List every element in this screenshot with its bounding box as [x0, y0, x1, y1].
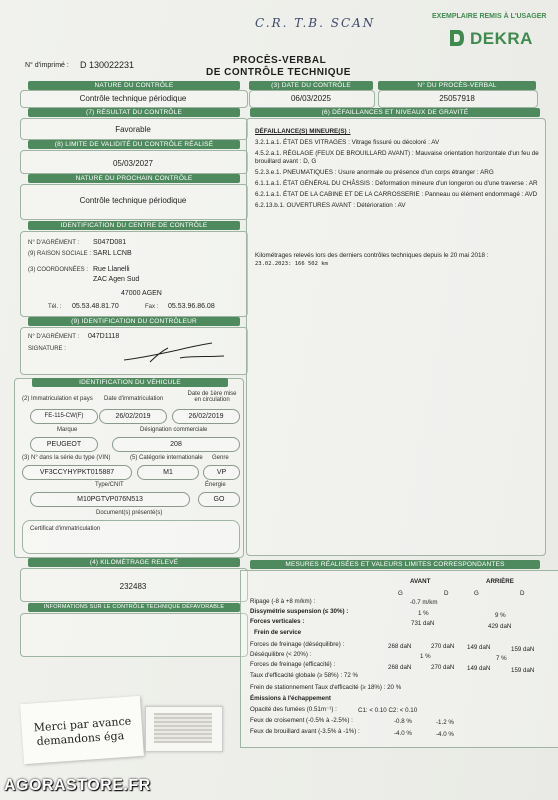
ff-deseq-value: 149 daN: [467, 644, 491, 651]
immat-value: FE-115-CW(F): [30, 409, 98, 424]
defaillance-item: 5.2.3.e.1. PNEUMATIQUES : Usure anormale ou présence d'un corps étranger : ARG: [255, 169, 494, 176]
type-label: Type/CNIT: [95, 482, 124, 488]
cat-label: (5) Catégorie internationale: [130, 455, 203, 461]
centre-fax-value: 05.53.96.86.08: [168, 303, 215, 310]
vehicule-header: IDENTIFICATION DU VÉHICULE: [32, 378, 228, 387]
centre-fax-label: Fax :: [145, 304, 159, 310]
info-defavorable-header: INFORMATIONS SUR LE CONTRÔLE TECHNIQUE DÉFAVORABLE: [28, 603, 240, 612]
arriere-g: G: [474, 590, 479, 597]
croisement-value: -1.2 %: [436, 719, 454, 726]
date-header: (3) DATE DU CONTRÔLE: [249, 81, 373, 90]
defaillance-item: 6.2.1.a.1. ÉTAT DE LA CABINE ET DE LA CARROSSERIE : Panneau ou élément endommagé : AVD: [255, 191, 538, 198]
controleur-signature-label: SIGNATURE :: [28, 346, 66, 352]
energie-value: GO: [198, 492, 240, 507]
defaillance-item: 6.2.13.b.1. OUVERTURES AVANT : Détérioration : AV: [255, 202, 406, 209]
prochain-header: NATURE DU PROCHAIN CONTRÔLE: [28, 174, 240, 183]
doc-title-2: DE CONTRÔLE TECHNIQUE: [206, 67, 351, 78]
dekra-logo: [448, 28, 548, 50]
deseq-avant: 1 %: [420, 653, 431, 660]
handwritten-note: C.R. T.B. SCAN: [255, 16, 376, 30]
vin-value: VF3CCYHYPKT015887: [22, 465, 132, 480]
controleur-agrement-label: N° D'AGRÉMENT :: [28, 334, 80, 340]
overlapping-card: [20, 696, 144, 764]
pv-header: N° DU PROCÈS-VERBAL: [378, 81, 536, 90]
forces-v-avant: 731 daN: [411, 620, 435, 627]
ff-deseq-value: 159 daN: [511, 646, 535, 653]
forces-v-arriere: 429 daN: [488, 623, 512, 630]
sticker-pattern: [154, 713, 212, 743]
brand-name: DEKRA: [470, 29, 533, 48]
prochain-value: Contrôle technique périodique: [79, 196, 187, 205]
imprime-label: N° d'imprimé :: [25, 62, 69, 69]
date-immat-value: 26/02/2019: [99, 409, 167, 424]
limite-value: 05/03/2027: [112, 159, 154, 168]
defaillance-item: 3.2.1.a.1. ÉTAT DES VITRAGES : Vitrage fissuré ou décoloré : AV: [255, 139, 440, 146]
centre-header: IDENTIFICATION DU CENTRE DE CONTRÔLE: [28, 221, 240, 230]
centre-tel-value: 05.53.48.81.70: [72, 303, 119, 310]
nature-value: Contrôle technique périodique: [79, 94, 187, 103]
genre-value: VP: [203, 465, 240, 480]
centre-addr-2: ZAC Agen Sud: [93, 276, 140, 283]
ff-deseq-value: 268 daN: [388, 643, 412, 650]
emissions-label: Émissions à l'échappement: [250, 695, 331, 702]
date-mise-value: 26/02/2019: [172, 409, 240, 424]
defaillances-header: (6) DÉFAILLANCES ET NIVEAUX DE GRAVITÉ: [250, 108, 540, 117]
type-value: M10PGTVP076N513: [30, 492, 190, 507]
marque-label: Marque: [57, 427, 78, 433]
avant-label: AVANT: [410, 578, 431, 585]
watermark: AGORASTORE.FR: [4, 777, 151, 794]
ripage-value: -0.7 m/km: [410, 599, 438, 606]
centre-coord-label: (3) COORDONNÉES :: [28, 267, 89, 273]
brouillard-label: Feux de brouillard avant (-3.5% à -1%) :: [250, 728, 360, 735]
brouillard-value: -4.0 %: [436, 731, 454, 738]
docs-label: Document(s) présenté(s): [96, 510, 163, 516]
avant-g: G: [398, 590, 403, 597]
dissym-arriere: 9 %: [495, 612, 506, 619]
defaillances-title: DÉFAILLANCE(S) MINEURE(S) :: [255, 128, 351, 135]
ff-deseq-value: 270 daN: [431, 643, 455, 650]
brouillard-value: -4.0 %: [394, 730, 412, 737]
card-line-2: demandons éga: [36, 729, 125, 749]
deseq-label: Déséquilibre (< 20%) :: [250, 651, 312, 658]
ripage-label: Ripage (-8 à +8 m/km) :: [250, 598, 316, 605]
frein-service-label: Frein de service: [254, 629, 302, 636]
certif-value: Certificat d'immatriculation: [30, 526, 101, 532]
date-immat-label: Date d'immatriculation: [104, 396, 164, 402]
dissym-label: Dissymétrie suspension (≤ 30%) :: [250, 608, 349, 615]
avant-d: D: [444, 590, 449, 597]
centre-agrement-label: N° D'AGRÉMENT :: [28, 240, 80, 246]
km-history-value: 23.02.2023: 166 502 km: [255, 261, 328, 267]
energie-label: Énergie: [205, 482, 226, 488]
forces-v-label: Forces verticales :: [250, 618, 305, 625]
ff-eff-value: 149 daN: [467, 665, 491, 672]
dekra-logo-icon: [448, 28, 466, 48]
date-value: 06/03/2025: [290, 94, 332, 103]
ff-eff-label: Forces de freinage (efficacité) :: [250, 661, 336, 668]
ff-eff-value: 270 daN: [431, 664, 455, 671]
ff-eff-value: 268 daN: [388, 664, 412, 671]
controleur-header: (9) IDENTIFICATION DU CONTRÔLEUR: [28, 317, 240, 326]
centre-raison-value: SARL LCNB: [93, 250, 132, 257]
taux-global: Taux d'efficacité globale (≥ 58%) : 72 %: [250, 672, 358, 679]
signature-scribble: [120, 340, 230, 366]
immat-label: (2) Immatriculation et pays: [22, 396, 93, 402]
dissym-avant: 1 %: [418, 610, 429, 617]
arriere-d: D: [520, 590, 525, 597]
km-history-text: Kilométrages relevés lors des derniers contrôles techniques depuis le 20 mai 2018 :: [255, 252, 489, 259]
nature-header: NATURE DU CONTRÔLE: [28, 81, 240, 90]
croisement-label: Feux de croisement (-0.5% à -2.5%) :: [250, 717, 353, 724]
designation-label: Désignation commerciale: [140, 427, 208, 433]
opacite-label: Opacité des fumées (0.51m⁻¹) :: [250, 706, 337, 713]
vin-label: (3) N° dans la série du type (VIN): [22, 455, 111, 461]
controleur-agrement-value: 047D1118: [88, 333, 120, 340]
info-defavorable-box: [20, 613, 248, 657]
resultat-value: Favorable: [115, 125, 151, 134]
cat-value: M1: [137, 465, 199, 480]
arriere-label: ARRIÈRE: [486, 578, 514, 585]
marque-value: PEUGEOT: [30, 437, 98, 452]
sticker: [145, 706, 223, 752]
mesures-header: MESURES RÉALISÉES ET VALEURS LIMITES CORRESPONDANTES: [250, 560, 540, 569]
defaillance-item: 4.5.2.a.1. RÉGLAGE (FEUX DE BROUILLARD AVANT) : Mauvaise orientation horizontale d'un feu de brouillard avant : D, G: [255, 150, 539, 165]
centre-addr-3: 47000 AGEN: [121, 290, 162, 297]
km-header: (4) KILOMÉTRAGE RELEVÉ: [28, 558, 240, 567]
pv-value: 25057918: [439, 94, 475, 103]
croisement-value: -0.8 %: [394, 718, 412, 725]
genre-label: Genre: [212, 455, 229, 461]
card-line-1: Merci par avance: [33, 714, 132, 735]
ff-deseq-label: Forces de freinage (déséquilibre) :: [250, 641, 345, 648]
centre-addr-1: Rue Llanelli: [93, 266, 130, 273]
centre-tel-label: Tél. :: [48, 304, 62, 310]
centre-agrement-value: S047D081: [93, 239, 127, 246]
km-value: 232483: [119, 582, 147, 591]
designation-value: 208: [112, 437, 240, 452]
resultat-header: (7) RÉSULTAT DU CONTRÔLE: [28, 108, 240, 117]
centre-raison-label: (9) RAISON SOCIALE :: [28, 251, 92, 257]
imprime-value: D 130022231: [80, 60, 135, 70]
defaillance-item: 6.1.1.a.1. ÉTAT GÉNÉRAL DU CHÂSSIS : Déformation mineure d'un longeron ou d'une traverse : AR: [255, 180, 538, 187]
date-mise-label: Date de 1ère mise en circulation: [187, 391, 237, 403]
ff-eff-value: 159 daN: [511, 667, 535, 674]
doc-title-1: PROCÈS-VERBAL: [233, 55, 327, 66]
opacite-value: C1: < 0.10 C2: < 0.10: [358, 707, 418, 714]
exemplaire-label: EXEMPLAIRE REMIS À L'USAGER: [432, 13, 547, 20]
limite-header: (8) LIMITE DE VALIDITÉ DU CONTRÔLE RÉALISÉ: [28, 140, 240, 149]
deseq-arriere: 7 %: [496, 655, 507, 662]
stationnement: Frein de stationnement Taux d'efficacité (≥ 18%) : 20 %: [250, 684, 402, 691]
defaillances-list: [255, 128, 545, 213]
